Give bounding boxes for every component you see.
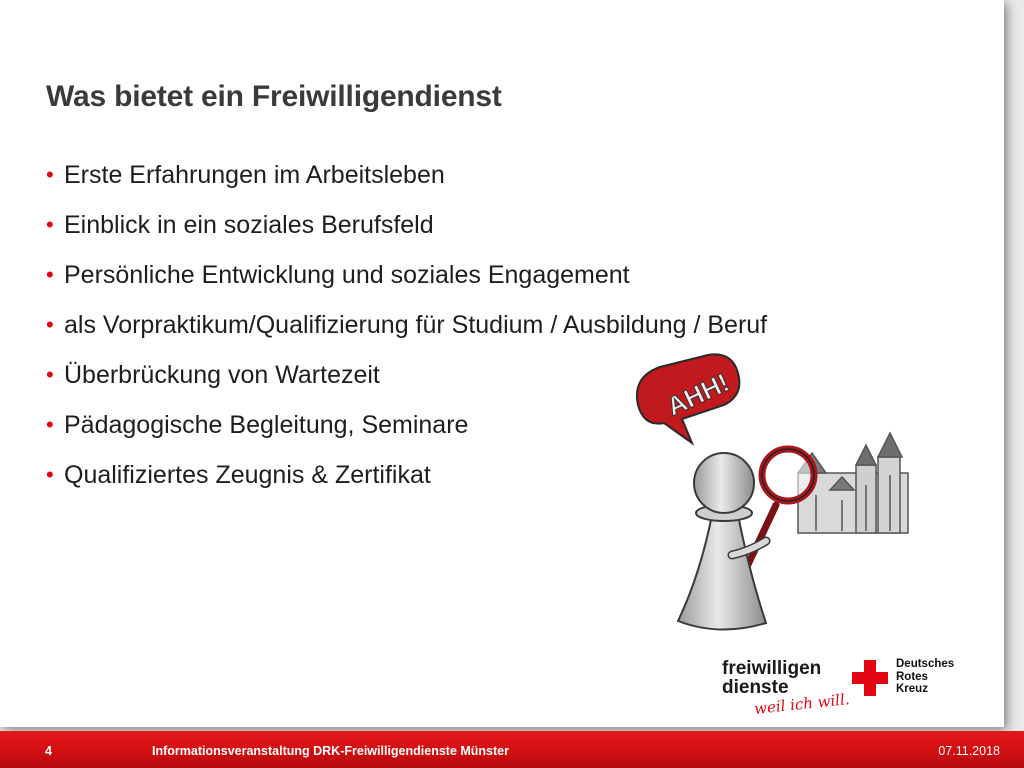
bullet-text: Qualifiziertes Zeugnis & Zertifikat bbox=[64, 461, 431, 489]
drk-wordmark bbox=[896, 658, 954, 696]
drk-line3: Kreuz bbox=[896, 683, 928, 695]
footer-title: Informationsveranstaltung DRK-Freiwilligendienste Münster bbox=[152, 744, 509, 758]
bullet-text: Erste Erfahrungen im Arbeitsleben bbox=[64, 161, 445, 189]
bullet-text: Pädagogische Begleitung, Seminare bbox=[64, 411, 469, 439]
bullet-dot-icon: • bbox=[46, 212, 54, 237]
page-number: 4 bbox=[45, 744, 52, 758]
speech-bubble-text: AHH! bbox=[662, 367, 734, 422]
bullet-item bbox=[46, 200, 767, 250]
logo-fd-line2: dienste bbox=[722, 677, 789, 698]
footer-date: 07.11.2018 bbox=[938, 744, 1000, 758]
bullet-dot-icon: • bbox=[46, 462, 54, 487]
slide-title: Was bietet ein Freiwilligendienst bbox=[46, 80, 502, 113]
drk-line1: Deutsches bbox=[896, 658, 955, 670]
red-cross-icon bbox=[852, 660, 888, 696]
bullet-dot-icon: • bbox=[46, 412, 54, 437]
footer-bar bbox=[0, 731, 1024, 768]
drk-line2: Rotes bbox=[896, 670, 928, 683]
logo-fd-slogan: weil ich will. bbox=[753, 690, 851, 718]
logo-fd-line1: freiwilligen bbox=[722, 658, 822, 679]
bullet-text: Persönliche Entwicklung und soziales Engagement bbox=[64, 261, 630, 289]
bullet-dot-icon: • bbox=[46, 262, 54, 287]
bullet-item bbox=[46, 150, 767, 200]
drk-logo bbox=[852, 658, 982, 700]
bullet-dot-icon: • bbox=[46, 312, 54, 337]
bullet-item bbox=[46, 250, 767, 300]
speech-bubble-icon bbox=[637, 354, 739, 443]
figure-with-magnifier-illustration bbox=[620, 345, 920, 640]
bullet-text: Überbrückung von Wartezeit bbox=[64, 361, 380, 389]
bullet-text: Einblick in ein soziales Berufsfeld bbox=[64, 211, 434, 239]
pawn-figure-icon bbox=[678, 453, 766, 630]
freiwilligendienste-logo bbox=[722, 657, 862, 717]
bullet-text: als Vorpraktikum/Qualifizierung für Studium / Ausbildung / Beruf bbox=[64, 311, 768, 339]
bullet-dot-icon: • bbox=[46, 162, 54, 187]
bullet-dot-icon: • bbox=[46, 362, 54, 387]
bullet-item bbox=[46, 300, 767, 350]
